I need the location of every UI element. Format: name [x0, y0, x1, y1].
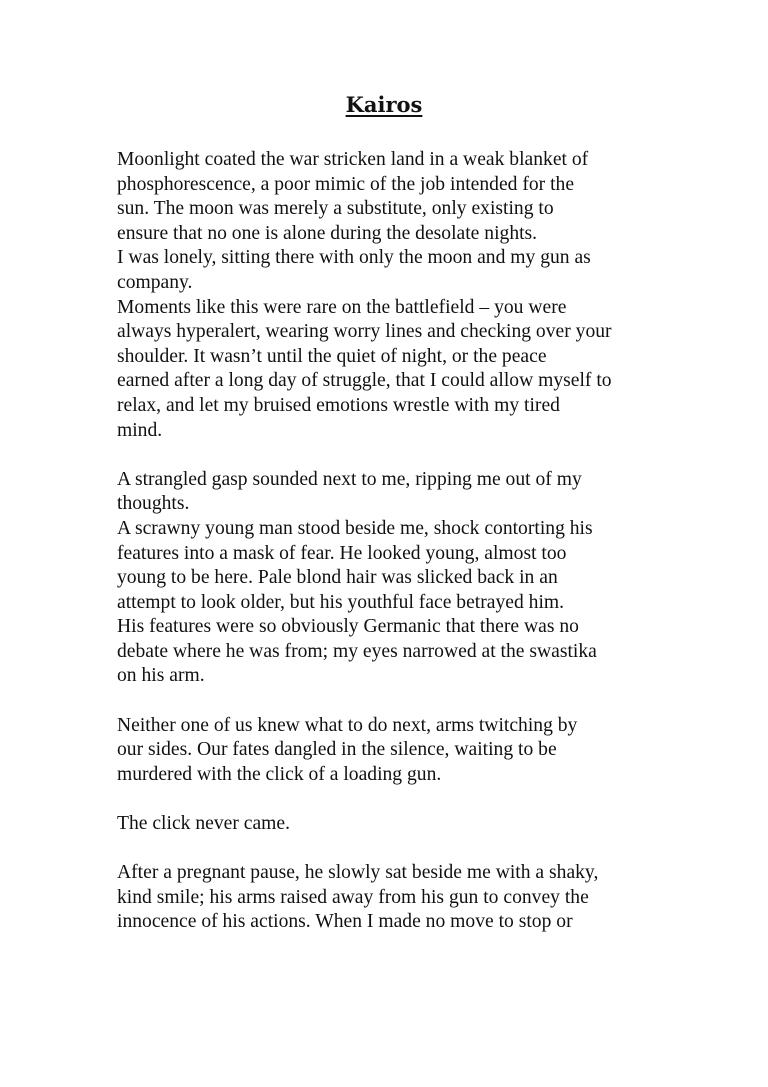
text-line: His features were so obviously Germanic that there was no — [117, 616, 579, 638]
paragraph-2 — [117, 468, 677, 689]
text-line: shoulder. It wasn’t until the quiet of night, or the peace — [117, 345, 547, 367]
text-line: A strangled gasp sounded next to me, ripping me out of my — [117, 468, 582, 490]
text-line: our sides. Our fates dangled in the silence, waiting to be — [117, 739, 557, 761]
paragraph-gap — [117, 443, 677, 468]
text-line: ensure that no one is alone during the desolate nights. — [117, 222, 538, 244]
paragraph-3 — [117, 714, 677, 788]
text-line: mind. — [117, 419, 163, 441]
text-line: features into a mask of fear. He looked young, almost too — [117, 542, 567, 564]
text-line: company. — [117, 271, 193, 293]
paragraph-4 — [117, 812, 677, 837]
text-line: A scrawny young man stood beside me, shock contorting his — [117, 517, 593, 539]
text-line: The click never came. — [117, 813, 290, 835]
text-line: young to be here. Pale blond hair was slicked back in an — [117, 567, 558, 589]
text-line: debate where he was from; my eyes narrowed at the swastika — [117, 640, 597, 662]
text-line: always hyperalert, wearing worry lines and checking over your — [117, 321, 612, 343]
paragraph-gap — [117, 689, 677, 714]
story-body — [117, 148, 677, 935]
page-title: Kairos — [345, 92, 423, 117]
text-line: attempt to look older, but his youthful face betrayed him. — [117, 591, 565, 613]
paragraph-gap — [117, 837, 677, 862]
text-line: After a pregnant pause, he slowly sat beside me with a shaky, — [117, 862, 599, 884]
text-line: thoughts. — [117, 493, 190, 515]
text-line: Moments like this were rare on the battlefield – you were — [117, 296, 567, 318]
text-line: murdered with the click of a loading gun. — [117, 763, 442, 785]
text-line: sun. The moon was merely a substitute, only existing to — [117, 198, 554, 220]
paragraph-1 — [117, 148, 677, 443]
text-line: Moonlight coated the war stricken land in a weak blanket of — [117, 149, 589, 170]
text-line: earned after a long day of struggle, that I could allow myself to — [117, 370, 612, 392]
paragraph-gap — [117, 787, 677, 812]
text-line: kind smile; his arms raised away from his gun to convey the — [117, 886, 589, 908]
text-line: innocence of his actions. When I made no move to stop or — [117, 911, 573, 933]
text-line: I was lonely, sitting there with only the moon and my gun as — [117, 247, 591, 269]
text-line: relax, and let my bruised emotions wrestle with my tired — [117, 394, 560, 416]
text-line: on his arm. — [117, 665, 205, 687]
text-line: Neither one of us knew what to do next, arms twitching by — [117, 714, 578, 736]
paragraph-5 — [117, 861, 677, 935]
text-line: phosphorescence, a poor mimic of the job intended for the — [117, 173, 575, 195]
